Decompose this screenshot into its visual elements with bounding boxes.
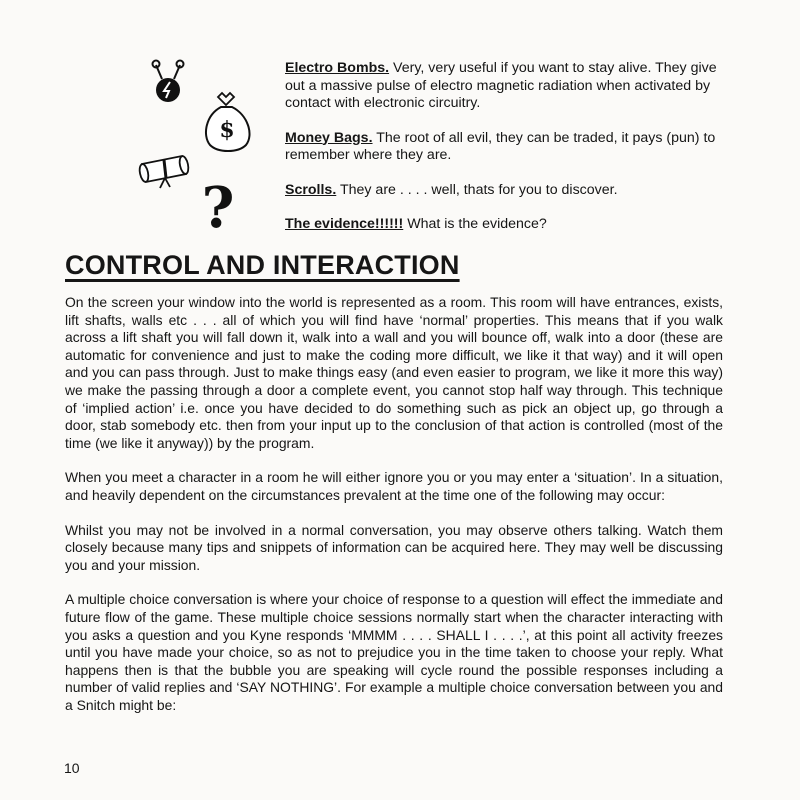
item-text: What is the evidence? xyxy=(403,216,547,232)
item-text: The root of all evil, they can be traded, it pays (pun) to remember where they are. xyxy=(285,129,716,163)
question-mark-icon xyxy=(198,175,238,235)
paragraph: On the screen your window into the world is represented as a room. This room will have entrances, exists, lift shafts, walls etc . . . all of which you will find have ‘normal’ properties. This means that if you walk across a lift shaft you will fall down it, walk into a wall and you will bounce off, walk into a door (these are automatic for convenience and just to make the coding more difficult, we like it that way) and it will open and you can pass through. Just to make things easy (and even easier to program, we like it more this way) we make the passing through a door a complete event, you cannot stop half way through. This technique of ‘implied action’ i.e. once you have decided to do something such as pick an object up, go through a door, stab somebody etc. then from your input up to the conclusion of that action is controlled (most of the time (we like it anyway)) by the program. xyxy=(65,294,723,451)
item-descriptions xyxy=(285,60,725,251)
section-body xyxy=(65,294,723,731)
money-bag-symbol: $ xyxy=(219,117,235,143)
page-number: 10 xyxy=(64,760,80,776)
paragraph: When you meet a character in a room he will either ignore you or you may enter a ‘situation’. In a situation, and heavily dependent on the circumstances prevalent at the time one of the following may occur: xyxy=(65,469,723,503)
paragraph: Whilst you may not be involved in a normal conversation, you may observe others talking. Watch them closely because many tips and snippets of information can be acquired here. They may well be discussing you and your mission. xyxy=(65,521,723,573)
item-evidence xyxy=(285,216,725,234)
item-text: They are . . . . well, thats for you to discover. xyxy=(336,181,618,198)
item-icons xyxy=(130,55,280,245)
item-term: Scrolls. xyxy=(285,181,337,198)
item-money-bags xyxy=(285,130,725,165)
scroll-icon xyxy=(136,150,196,190)
item-electro-bombs xyxy=(285,60,725,113)
section-heading: CONTROL AND INTERACTION xyxy=(65,250,460,280)
question-mark-glyph: ? xyxy=(201,175,235,235)
electro-bomb-icon xyxy=(148,57,188,107)
item-term: Electro Bombs. xyxy=(285,60,390,76)
paragraph: A multiple choice conversation is where your choice of response to a question will effect the immediate and future flow of the game. These multiple choice sessions normally start when the character interacting with you asks a question and you Kyne responds ‘MMMM . . . . SHALL I . . . .’, at this point all activity freezes until you have made your choice, so as not to prejudice you in the time taken to choose your reply. What happens then is that the bubble you are speaking will cycle round the possible responses including a number of valid replies and ‘SAY NOTHING’. For example a multiple choice conversation between you and a Snitch might be: xyxy=(65,591,723,713)
item-text: Very, very useful if you want to stay alive. They give out a massive pulse of electro magnetic radiation when activated by contact with electronic circuitry. xyxy=(285,60,717,111)
item-scrolls xyxy=(285,182,725,200)
item-term: Money Bags. xyxy=(285,129,373,146)
money-bag-icon xyxy=(200,85,255,155)
item-term: The evidence!!!!!! xyxy=(285,216,404,232)
